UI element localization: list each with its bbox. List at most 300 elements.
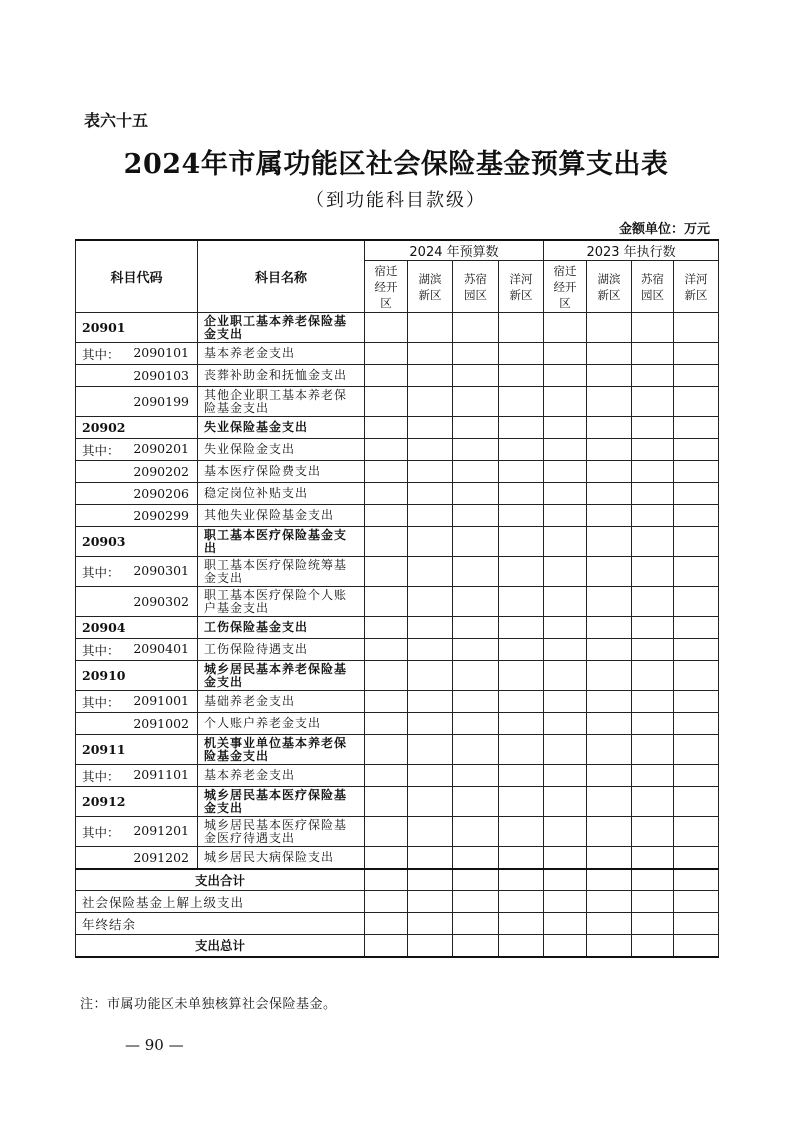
row-code-value: 2090202: [133, 464, 189, 479]
value-cell: [453, 387, 499, 417]
row-code-value: 20902: [82, 420, 126, 435]
row-name-text: 失业保险基金支出: [204, 420, 309, 434]
value-cell: [674, 587, 719, 617]
value-cell: [674, 847, 719, 869]
value-cell: [674, 557, 719, 587]
header-district: 湖滨新区: [408, 261, 453, 313]
value-cell: [453, 691, 499, 713]
row-prefix: 其中：: [82, 564, 120, 580]
value-cell: [587, 461, 632, 483]
row-name-text: 职工基本医疗保险统筹基金支出: [204, 557, 348, 585]
value-cell: [365, 847, 408, 869]
value-cell: [453, 765, 499, 787]
value-cell: [365, 587, 408, 617]
value-cell: [453, 639, 499, 661]
value-cell: [632, 661, 674, 691]
value-cell: [408, 439, 453, 461]
row-code-value: 20904: [82, 620, 126, 635]
row-code-value: 2091002: [133, 716, 189, 731]
value-cell: [499, 461, 544, 483]
row-code-value: 2090201: [133, 440, 189, 456]
value-cell: [365, 527, 408, 557]
row-prefix: 其中：: [82, 768, 120, 784]
table-row: [76, 765, 719, 787]
row-code: [76, 713, 198, 735]
value-cell: [632, 787, 674, 817]
value-cell: [499, 343, 544, 365]
row-code: [76, 417, 198, 439]
row-code: [76, 765, 198, 787]
value-cell: [365, 557, 408, 587]
row-name-text: 城乡居民基本医疗保险基金支出: [204, 787, 348, 815]
table-row: [76, 343, 719, 365]
value-cell: [674, 661, 719, 691]
table-row: [76, 527, 719, 557]
value-cell: [674, 365, 719, 387]
value-cell: [408, 765, 453, 787]
row-name-text: 城乡居民大病保险支出: [204, 849, 335, 864]
value-cell: [632, 735, 674, 765]
value-cell: [365, 765, 408, 787]
value-cell: [453, 461, 499, 483]
value-cell: [365, 617, 408, 639]
value-cell: [365, 461, 408, 483]
value-cell: [674, 617, 719, 639]
value-cell: [632, 617, 674, 639]
table-row: [76, 461, 719, 483]
row-name: [198, 787, 365, 817]
value-cell: [587, 365, 632, 387]
row-name-text: 丧葬补助金和抚恤金支出: [204, 368, 348, 382]
value-cell: [674, 713, 719, 735]
value-cell: [408, 691, 453, 713]
value-cell: [544, 417, 587, 439]
value-cell: [632, 691, 674, 713]
value-cell: [587, 765, 632, 787]
value-cell: [587, 713, 632, 735]
header-district: 宿迁经开区: [544, 261, 587, 313]
value-cell: [587, 735, 632, 765]
value-cell: [453, 713, 499, 735]
value-cell: [674, 691, 719, 713]
row-code-value: 2090103: [133, 368, 189, 383]
table-row: [76, 847, 719, 869]
row-prefix: 其中：: [82, 442, 120, 458]
row-name: [198, 765, 365, 787]
row-code-value: 2091201: [133, 822, 189, 838]
value-cell: [544, 461, 587, 483]
value-cell: [499, 417, 544, 439]
value-cell: [365, 713, 408, 735]
value-cell: [365, 817, 408, 847]
value-cell: [499, 639, 544, 661]
row-prefix: 其中：: [82, 824, 120, 840]
value-cell: [408, 557, 453, 587]
value-cell: [544, 735, 587, 765]
value-cell: [499, 691, 544, 713]
value-cell: [408, 735, 453, 765]
value-cell: [365, 787, 408, 817]
value-cell: [365, 387, 408, 417]
row-name: [198, 439, 365, 461]
value-cell: [587, 817, 632, 847]
value-cell: [587, 313, 632, 343]
value-cell: [365, 505, 408, 527]
value-cell: [544, 713, 587, 735]
value-cell: [587, 587, 632, 617]
value-cell: [587, 847, 632, 869]
table-row: [76, 787, 719, 817]
value-cell: [408, 713, 453, 735]
table-row: [76, 557, 719, 587]
row-code-value: 20903: [82, 534, 126, 549]
value-cell: [408, 343, 453, 365]
value-cell: [674, 483, 719, 505]
row-name: [198, 639, 365, 661]
row-name: [198, 343, 365, 365]
balance-label: 年终结余: [76, 913, 365, 935]
row-name-text: 城乡居民基本医疗保险基金医疗待遇支出: [204, 817, 348, 845]
value-cell: [674, 343, 719, 365]
value-cell: [632, 817, 674, 847]
row-prefix: 其中：: [82, 694, 120, 710]
value-cell: [674, 527, 719, 557]
header-district: 洋河新区: [674, 261, 719, 313]
row-code: [76, 439, 198, 461]
value-cell: [499, 735, 544, 765]
row-code: [76, 505, 198, 527]
value-cell: [587, 505, 632, 527]
remit-row: [76, 891, 719, 913]
remit-label: 社会保险基金上解上级支出: [76, 891, 365, 913]
value-cell: [544, 343, 587, 365]
unit-label: 金额单位：万元: [618, 222, 710, 237]
row-code-value: 2091202: [133, 849, 189, 865]
value-cell: [632, 313, 674, 343]
value-cell: [632, 461, 674, 483]
value-cell: [674, 639, 719, 661]
row-code-value: 20910: [82, 668, 126, 683]
header-name: 科目名称: [198, 240, 365, 313]
value-cell: [365, 439, 408, 461]
value-cell: [453, 735, 499, 765]
value-cell: [674, 735, 719, 765]
row-prefix: 其中：: [82, 642, 120, 658]
value-cell: [587, 483, 632, 505]
value-cell: [499, 387, 544, 417]
value-cell: [499, 617, 544, 639]
grand-total-label: 支出总计: [76, 935, 365, 957]
row-name: [198, 691, 365, 713]
row-name-text: 机关事业单位基本养老保险基金支出: [204, 735, 348, 763]
value-cell: [408, 817, 453, 847]
row-name: [198, 817, 365, 847]
value-cell: [408, 483, 453, 505]
balance-row: [76, 913, 719, 935]
row-code: [76, 817, 198, 847]
row-name-text: 基本养老金支出: [204, 346, 296, 360]
row-name-text: 工伤保险基金支出: [204, 620, 309, 634]
row-code-value: 2090302: [133, 594, 189, 609]
value-cell: [499, 587, 544, 617]
row-code-value: 20911: [82, 742, 126, 757]
value-cell: [453, 439, 499, 461]
value-cell: [453, 817, 499, 847]
row-code: [76, 461, 198, 483]
row-name-text: 职工基本医疗保险基金支出: [204, 527, 348, 555]
subtotal-row: [76, 869, 719, 891]
value-cell: [544, 639, 587, 661]
row-code: [76, 661, 198, 691]
row-code: [76, 527, 198, 557]
value-cell: [408, 587, 453, 617]
subtotal-label: 支出合计: [76, 869, 365, 891]
row-name: [198, 527, 365, 557]
row-code: [76, 343, 198, 365]
row-code-value: 2091101: [133, 766, 189, 782]
row-name-text: 基本养老金支出: [204, 768, 296, 782]
value-cell: [408, 417, 453, 439]
grand-total-row: [76, 935, 719, 957]
header-district: 宿迁经开区: [365, 261, 408, 313]
header-district: 湖滨新区: [587, 261, 632, 313]
row-code-value: 20901: [82, 320, 126, 335]
value-cell: [499, 847, 544, 869]
page-number: — 90 —: [125, 1036, 184, 1054]
row-code: [76, 617, 198, 639]
value-cell: [453, 417, 499, 439]
value-cell: [587, 691, 632, 713]
value-cell: [587, 787, 632, 817]
table-row: [76, 639, 719, 661]
row-name-text: 基本医疗保险费支出: [204, 464, 322, 478]
budget-table: [75, 239, 719, 958]
value-cell: [632, 387, 674, 417]
row-name-text: 企业职工基本养老保险基金支出: [204, 313, 348, 341]
value-cell: [453, 847, 499, 869]
table-body: [76, 313, 719, 869]
value-cell: [632, 587, 674, 617]
value-cell: [544, 313, 587, 343]
value-cell: [544, 691, 587, 713]
value-cell: [499, 313, 544, 343]
value-cell: [587, 661, 632, 691]
row-name-text: 稳定岗位补贴支出: [204, 486, 309, 500]
value-cell: [544, 765, 587, 787]
value-cell: [544, 527, 587, 557]
table-row: [76, 417, 719, 439]
value-cell: [544, 847, 587, 869]
row-name: [198, 313, 365, 343]
row-code: [76, 483, 198, 505]
value-cell: [587, 639, 632, 661]
header-district: 苏宿园区: [453, 261, 499, 313]
row-name: [198, 483, 365, 505]
value-cell: [453, 527, 499, 557]
value-cell: [544, 365, 587, 387]
row-name: [198, 661, 365, 691]
value-cell: [674, 313, 719, 343]
value-cell: [587, 617, 632, 639]
row-name: [198, 587, 365, 617]
table-row: [76, 439, 719, 461]
value-cell: [408, 661, 453, 691]
value-cell: [632, 847, 674, 869]
row-code: [76, 691, 198, 713]
value-cell: [632, 639, 674, 661]
value-cell: [408, 787, 453, 817]
footnote: 注：市属功能区未单独核算社会保险基金。: [80, 997, 337, 1012]
table-row: [76, 735, 719, 765]
value-cell: [499, 713, 544, 735]
row-name: [198, 847, 365, 869]
value-cell: [365, 417, 408, 439]
row-name: [198, 713, 365, 735]
value-cell: [632, 483, 674, 505]
row-code: [76, 787, 198, 817]
row-name-text: 其他企业职工基本养老保险基金支出: [204, 387, 348, 415]
page-subtitle: （到功能科目款级）: [306, 190, 486, 211]
value-cell: [544, 661, 587, 691]
row-name: [198, 735, 365, 765]
value-cell: [499, 765, 544, 787]
value-cell: [544, 505, 587, 527]
page-title: 2024年市属功能区社会保险基金预算支出表: [123, 149, 669, 180]
row-name-text: 城乡居民基本养老保险基金支出: [204, 661, 348, 689]
row-code: [76, 557, 198, 587]
value-cell: [499, 817, 544, 847]
row-name-text: 职工基本医疗保险个人账户基金支出: [204, 587, 348, 615]
value-cell: [499, 557, 544, 587]
value-cell: [544, 587, 587, 617]
value-cell: [408, 639, 453, 661]
value-cell: [453, 365, 499, 387]
row-name-text: 其他失业保险基金支出: [204, 508, 335, 522]
row-code: [76, 313, 198, 343]
value-cell: [408, 313, 453, 343]
value-cell: [408, 847, 453, 869]
table-row: [76, 365, 719, 387]
value-cell: [674, 817, 719, 847]
value-cell: [632, 765, 674, 787]
row-name: [198, 417, 365, 439]
row-code: [76, 639, 198, 661]
value-cell: [408, 387, 453, 417]
value-cell: [632, 417, 674, 439]
value-cell: [587, 387, 632, 417]
row-name: [198, 617, 365, 639]
value-cell: [587, 527, 632, 557]
value-cell: [674, 461, 719, 483]
value-cell: [408, 365, 453, 387]
value-cell: [544, 387, 587, 417]
value-cell: [499, 483, 544, 505]
row-code: [76, 587, 198, 617]
row-name-text: 失业保险金支出: [204, 442, 296, 456]
value-cell: [544, 439, 587, 461]
value-cell: [408, 617, 453, 639]
value-cell: [453, 343, 499, 365]
value-cell: [365, 313, 408, 343]
row-name-text: 工伤保险待遇支出: [204, 642, 309, 656]
value-cell: [674, 439, 719, 461]
row-code-value: 20912: [82, 794, 126, 809]
value-cell: [587, 417, 632, 439]
value-cell: [453, 661, 499, 691]
value-cell: [499, 661, 544, 691]
header-district: 洋河新区: [499, 261, 544, 313]
value-cell: [408, 505, 453, 527]
header-code: 科目代码: [76, 240, 198, 313]
row-name-text: 个人账户养老金支出: [204, 716, 322, 730]
table-row: [76, 713, 719, 735]
value-cell: [453, 557, 499, 587]
value-cell: [499, 527, 544, 557]
value-cell: [499, 787, 544, 817]
row-name: [198, 557, 365, 587]
row-code: [76, 387, 198, 417]
table-row: [76, 387, 719, 417]
table-row: [76, 661, 719, 691]
row-code-value: 2090206: [133, 486, 189, 501]
value-cell: [632, 505, 674, 527]
value-cell: [365, 639, 408, 661]
value-cell: [453, 617, 499, 639]
value-cell: [365, 735, 408, 765]
value-cell: [632, 713, 674, 735]
row-name-text: 基础养老金支出: [204, 694, 296, 708]
row-code: [76, 365, 198, 387]
table-number: 表六十五: [84, 111, 149, 130]
row-code: [76, 847, 198, 869]
value-cell: [587, 557, 632, 587]
row-name: [198, 387, 365, 417]
row-code-value: 2090101: [133, 344, 189, 360]
row-code-value: 2090299: [133, 508, 189, 523]
value-cell: [632, 439, 674, 461]
table-row: [76, 505, 719, 527]
table-row: [76, 617, 719, 639]
table-row: [76, 691, 719, 713]
value-cell: [632, 527, 674, 557]
value-cell: [365, 483, 408, 505]
value-cell: [453, 587, 499, 617]
value-cell: [365, 691, 408, 713]
header-2024-budget: 2024 年预算数: [365, 240, 544, 261]
table-row: [76, 587, 719, 617]
row-code: [76, 735, 198, 765]
value-cell: [674, 417, 719, 439]
value-cell: [587, 439, 632, 461]
value-cell: [453, 313, 499, 343]
value-cell: [365, 661, 408, 691]
value-cell: [453, 483, 499, 505]
header-2023-actual: 2023 年执行数: [544, 240, 719, 261]
value-cell: [674, 505, 719, 527]
value-cell: [544, 817, 587, 847]
value-cell: [674, 787, 719, 817]
value-cell: [544, 617, 587, 639]
value-cell: [453, 787, 499, 817]
value-cell: [408, 461, 453, 483]
row-name: [198, 461, 365, 483]
value-cell: [365, 343, 408, 365]
row-prefix: 其中：: [82, 346, 120, 362]
row-code-value: 2090401: [133, 640, 189, 656]
row-code-value: 2090199: [133, 394, 189, 409]
value-cell: [544, 557, 587, 587]
value-cell: [674, 765, 719, 787]
